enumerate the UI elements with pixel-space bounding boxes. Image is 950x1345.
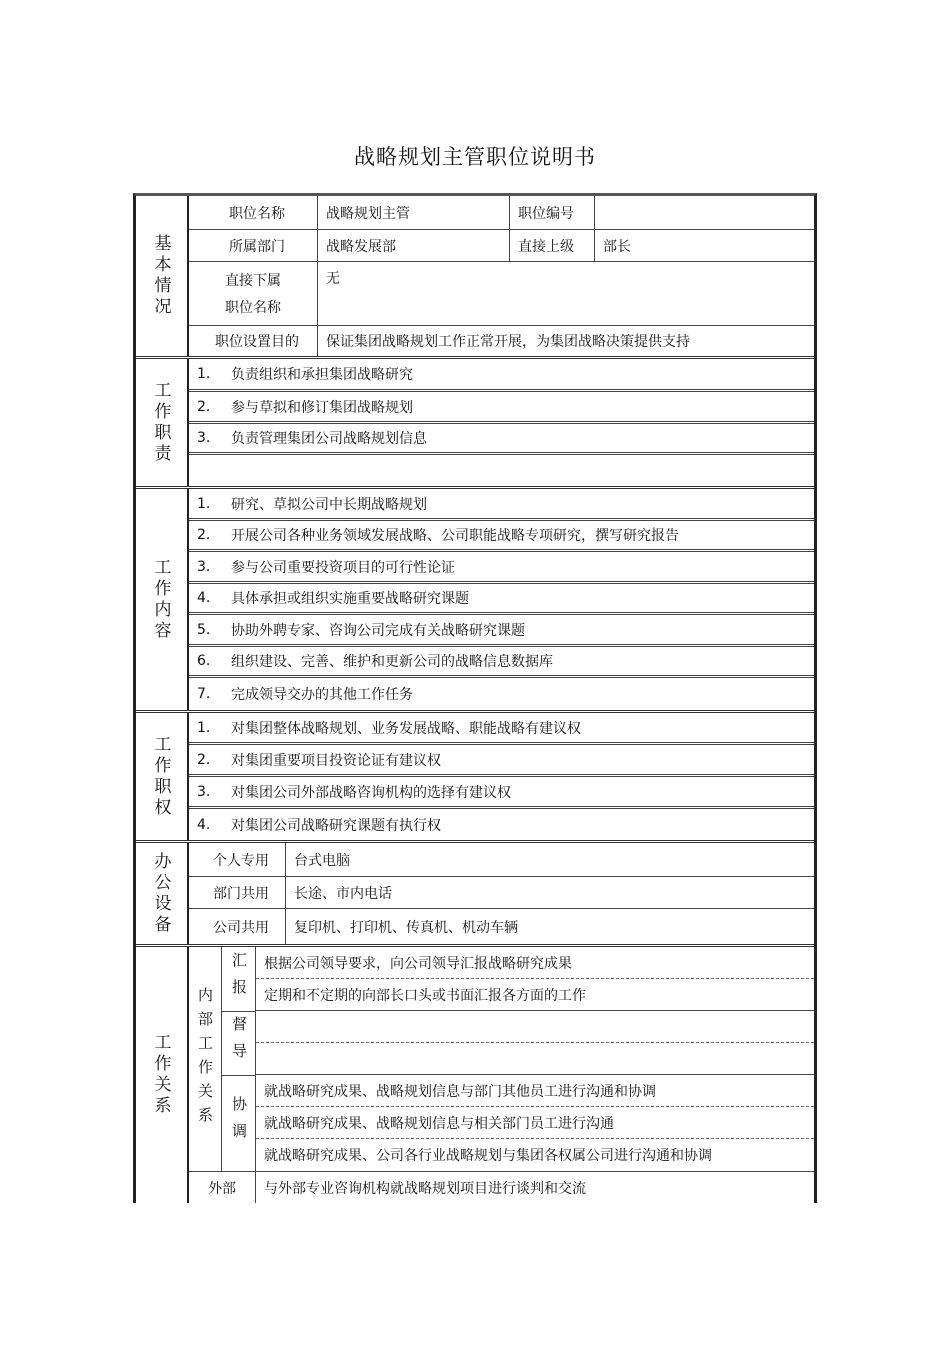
list-item-empty: [189, 455, 814, 486]
section-duties: [136, 359, 814, 486]
list-item-empty: [256, 1043, 814, 1075]
label-coord: 协调: [230, 1096, 248, 1150]
value-external: 与外部专业咨询机构就战略规划项目进行谈判和交流: [255, 1172, 814, 1203]
label-position-name: 职位名称: [229, 205, 285, 222]
list-item: 5. 协助外聘专家、咨询公司完成有关战略研究课题: [189, 615, 814, 647]
list-item: 1. 负责组织和承担集团战略研究: [189, 359, 814, 392]
list-item: 根据公司领导要求，向公司领导汇报战略研究成果: [256, 947, 814, 979]
table-row: 部门共用 长途、市内电话: [189, 877, 814, 909]
value-position-code: [594, 196, 814, 229]
label-subordinate-1: 直接下属: [225, 272, 281, 289]
value-purpose: 保证集团战略规划工作正常开展，为集团战略决策提供支持: [317, 326, 814, 356]
label-subordinate-2: 职位名称: [225, 300, 281, 317]
list-item: 3. 对集团公司外部战略咨询机构的选择有建议权: [189, 777, 814, 809]
list-item-empty: [256, 1011, 814, 1043]
list-item: 1. 对集团整体战略规划、业务发展战略、职能战略有建议权: [189, 713, 814, 745]
page-title: 战略规划主管职位说明书: [354, 145, 596, 169]
row-external: [189, 1171, 814, 1203]
list-item: 2. 参与草拟和修订集团战略规划: [189, 392, 814, 424]
value-superior: 部长: [594, 230, 814, 261]
list-item: 6. 组织建设、完善、维护和更新公司的战略信息数据库: [189, 647, 814, 678]
list-item: 就战略研究成果、战略规划信息与部门其他员工进行沟通和协调: [256, 1075, 814, 1107]
value-subordinate: 无: [317, 262, 814, 325]
list-item: 1. 研究、草拟公司中长期战略规划: [189, 489, 814, 521]
label-report: 汇报: [230, 952, 248, 1006]
section-authority: [136, 713, 814, 840]
list-item: 2. 对集团重要项目投资论证有建议权: [189, 745, 814, 777]
section-basic: [136, 196, 814, 356]
list-item: 4. 具体承担或组织实施重要战略研究课题: [189, 584, 814, 615]
label-superior: 直接上级: [509, 230, 594, 261]
label-external: 外部: [208, 1180, 236, 1197]
list-item: 就战略研究成果、战略规划信息与相关部门员工进行沟通: [256, 1107, 814, 1139]
section-label-duties: 工作职责: [150, 380, 171, 465]
list-item: 3. 参与公司重要投资项目的可行性论证: [189, 552, 814, 584]
list-item: 2. 开展公司各种业务领域发展战略、公司职能战略专项研究，撰写研究报告: [189, 521, 814, 552]
row-subordinate: [189, 262, 814, 326]
section-equipment: [136, 843, 814, 944]
list-item: 3. 负责管理集团公司战略规划信息: [189, 424, 814, 455]
section-label-basic: 基本情况: [150, 234, 171, 318]
section-label-relations: 工作关系: [150, 1033, 171, 1117]
list-item: 就战略研究成果、公司各行业战略规划与集团各权属公司进行沟通和协调: [264, 1148, 712, 1164]
label-internal: 内部工作关系: [196, 987, 214, 1131]
section-content: [136, 489, 814, 710]
value-dept: 战略发展部: [317, 230, 509, 261]
section-relations: [136, 947, 814, 1203]
label-position-code: 职位编号: [509, 196, 594, 229]
label-purpose: 职位设置目的: [215, 334, 299, 350]
label-dept: 所属部门: [229, 238, 285, 255]
row-position-name: [189, 196, 814, 230]
section-label-content: 工作内容: [150, 557, 171, 642]
list-item: 4. 对集团公司战略研究课题有执行权: [197, 816, 441, 834]
list-item: 7. 完成领导交办的其他工作任务: [197, 686, 413, 703]
list-item: 定期和不定期的向部长口头或书面汇报各方面的工作: [256, 979, 814, 1011]
value-position-name: 战略规划主管: [317, 196, 509, 229]
section-label-authority: 工作职权: [150, 734, 171, 819]
label-supervise: 督导: [230, 1016, 248, 1070]
table-row: 公司共用 复印机、打印机、传真机、机动车辆: [189, 909, 814, 944]
row-dept: [189, 230, 814, 262]
section-label-equipment: 办公设备: [150, 851, 171, 936]
row-purpose: [189, 326, 814, 356]
table-row: 个人专用 台式电脑: [189, 843, 814, 877]
